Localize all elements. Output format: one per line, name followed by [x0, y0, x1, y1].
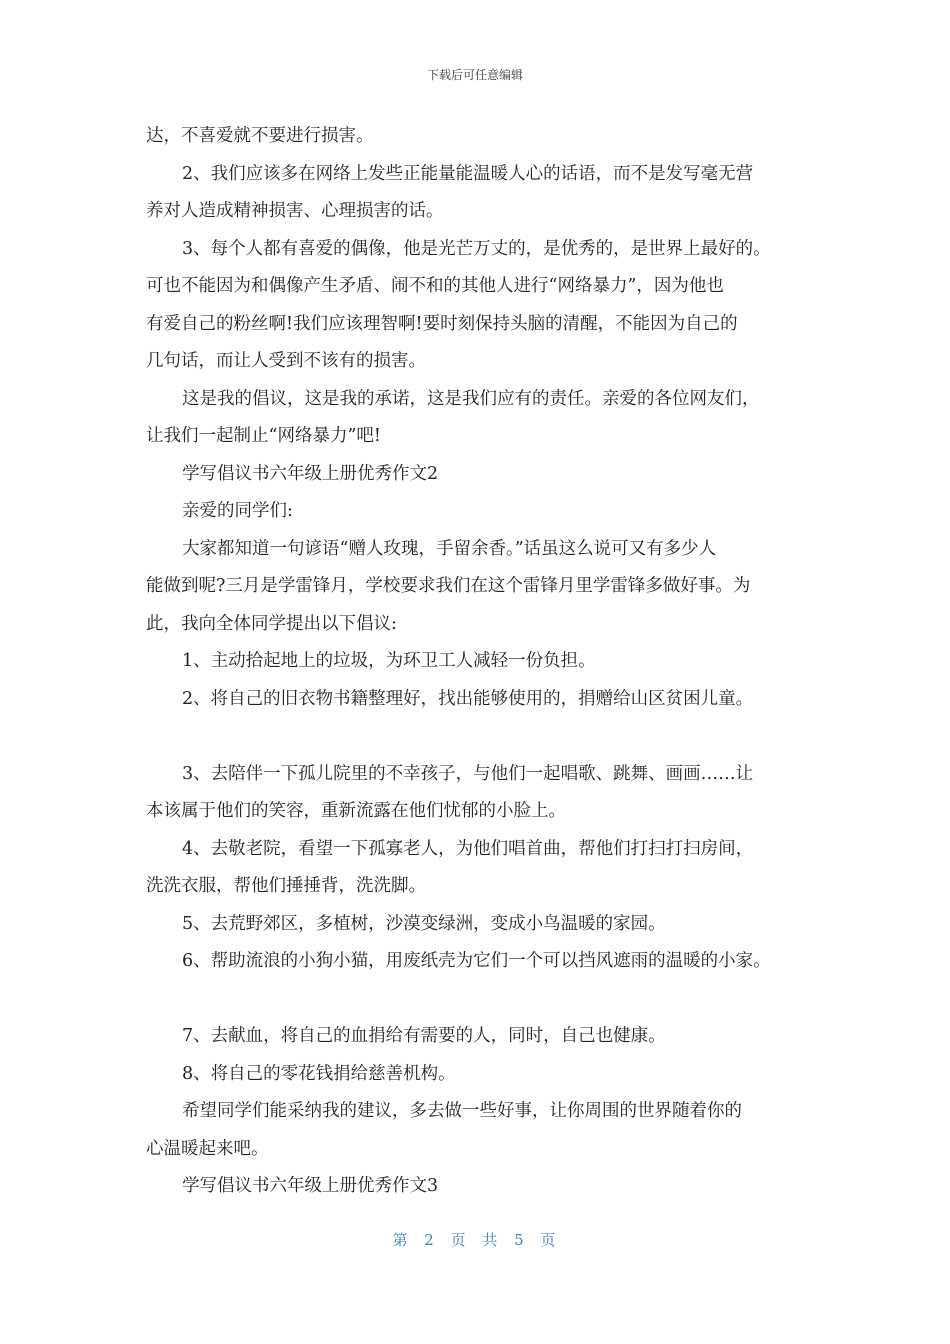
blank-line	[146, 718, 826, 756]
text-line: 有爱自己的粉丝啊!我们应该理智啊!要时刻保持头脑的清醒，不能因为自己的	[146, 313, 738, 334]
text-line: 达，不喜爱就不要进行损害。	[146, 126, 374, 146]
page-number-footer: 第 2 页 共 5 页	[392, 1231, 558, 1249]
text-line: 这是我的倡议，这是我的承诺，这是我们应有的责任。亲爱的各位网友们，	[182, 388, 760, 409]
text-line: 洗洗衣服，帮他们捶捶背，洗洗脚。	[146, 876, 426, 896]
text-line: 此，我向全体同学提出以下倡议:	[146, 613, 397, 634]
text-line: 几句话，而让人受到不该有的损害。	[146, 351, 426, 371]
text-line: 能做到呢?三月是学雷锋月，学校要求我们在这个雷锋月里学雷锋多做好事。为	[146, 576, 751, 596]
text-line: 本该属于他们的笑容，重新流露在他们忧郁的小脸上。	[146, 801, 566, 821]
text-line: 学写倡议书六年级上册优秀作文2	[182, 463, 439, 484]
page-header: 下载后可任意编辑	[426, 68, 523, 82]
text-line: 可也不能因为和偶像产生矛盾、闹不和的其他人进行“网络暴力”，因为他也	[146, 276, 724, 296]
text-line: 学写倡议书六年级上册优秀作文3	[182, 1176, 439, 1196]
text-line: 7、去献血，将自己的血捐给有需要的人，同时，自己也健康。	[182, 1026, 666, 1046]
text-line: 让我们一起制止“网络暴力”吧!	[146, 426, 381, 446]
text-line: 6、帮助流浪的小狗小猫，用废纸壳为它们一个可以挡风遮雨的温暖的小家。	[182, 951, 771, 971]
text-line: 2、我们应该多在网络上发些正能量能温暖人心的话语，而不是发写毫无营	[182, 163, 754, 184]
text-line: 8、将自己的零花钱捐给慈善机构。	[182, 1063, 456, 1084]
text-line: 1、主动拾起地上的垃圾，为环卫工人减轻一份负担。	[182, 651, 596, 671]
text-line: 希望同学们能采纳我的建议，多去做一些好事，让你周围的世界随着你的	[182, 1101, 742, 1121]
text-line: 心温暖起来吧。	[146, 1138, 269, 1159]
blank-line	[146, 981, 826, 1019]
text-line: 大家都知道一句谚语“赠人玫瑰，手留余香。”话虽这么说可又有多少人	[182, 538, 717, 559]
text-line: 亲爱的同学们:	[182, 501, 293, 521]
text-line: 3、每个人都有喜爱的偶像，他是光芒万丈的，是优秀的，是世界上最好的。	[182, 238, 771, 259]
text-line: 3、去陪伴一下孤儿院里的不幸孩子，与他们一起唱歌、跳舞、画画……让	[182, 763, 754, 784]
document-body	[146, 118, 826, 1206]
text-line: 4、去敬老院，看望一下孤寡老人，为他们唱首曲，帮他们打扫打扫房间，	[182, 838, 754, 859]
text-line: 5、去荒野郊区，多植树，沙漠变绿洲，变成小鸟温暖的家园。	[182, 913, 666, 934]
text-line: 2、将自己的旧衣物书籍整理好，找出能够使用的，捐赠给山区贫困儿童。	[182, 688, 754, 709]
text-line: 养对人造成精神损害、心理损害的话。	[146, 201, 444, 221]
